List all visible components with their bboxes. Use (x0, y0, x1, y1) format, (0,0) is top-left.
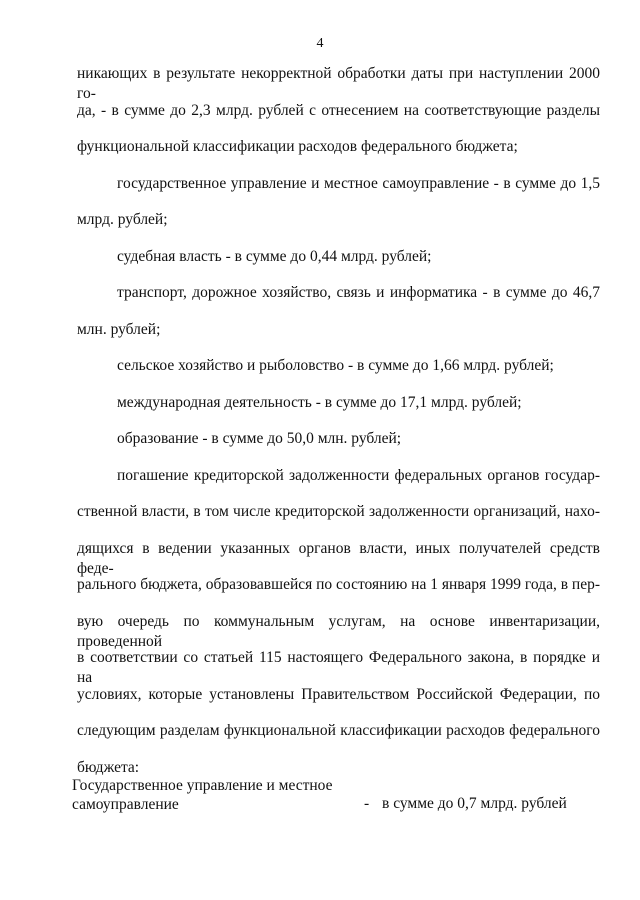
text-line: млрд. рублей; (77, 211, 168, 228)
text-line: млн. рублей; (77, 320, 161, 338)
text-line: ственной власти, в том числе кредиторской задолженности организаций, нахо- (77, 503, 600, 520)
text-line: условиях, которые установлены Правительством Российской Федерации, по (77, 685, 600, 703)
table-row-amount: в сумме до 0,7 млрд. рублей (382, 795, 567, 812)
text-line: транспорт, дорожное хозяйство, связь и информатика - в сумме до 46,7 (117, 284, 600, 301)
table-row-dash: - (364, 795, 370, 812)
text-line: в соответствии со статьей 115 настоящего Федерального закона, в порядке и на (77, 649, 600, 686)
table-row-label-line2: самоуправление (72, 796, 179, 813)
text-line: образование - в сумме до 50,0 млн. рублей; (117, 430, 402, 447)
text-line: дящихся в ведении указанных органов власти, иных получателей средств феде- (77, 539, 600, 577)
table-row-label-line1: Государственное управление и местное (72, 777, 333, 794)
text-line: рального бюджета, образовавшейся по состоянию на 1 января 1999 года, в пер- (77, 576, 600, 593)
body-text (77, 64, 600, 794)
budget-table-row (72, 776, 600, 814)
text-line: вую очередь по коммунальным услугам, на основе инвентаризации, проведенной (77, 612, 600, 650)
text-line: судебная власть - в сумме до 0,44 млрд. рублей; (117, 247, 432, 265)
text-line: бюджета: (77, 758, 140, 776)
text-line: функциональной классификации расходов федерального бюджета; (77, 138, 518, 155)
text-line: никающих в результате некорректной обработки даты при наступлении 2000 го- (77, 65, 600, 102)
text-line: сельское хозяйство и рыболовство - в сумме до 1,66 млрд. рублей; (117, 357, 554, 374)
page-number: 4 (316, 36, 324, 51)
text-line: международная деятельность - в сумме до 17,1 млрд. рублей; (117, 393, 522, 411)
text-line: да, - в сумме до 2,3 млрд. рублей с отнесением на соответствующие разделы (77, 101, 600, 119)
text-line: государственное управление и местное самоуправление - в сумме до 1,5 (117, 174, 600, 192)
text-line: следующим разделам функциональной классификации расходов федерального (77, 722, 600, 739)
text-line: погашение кредиторской задолженности федеральных органов государ- (117, 466, 600, 484)
